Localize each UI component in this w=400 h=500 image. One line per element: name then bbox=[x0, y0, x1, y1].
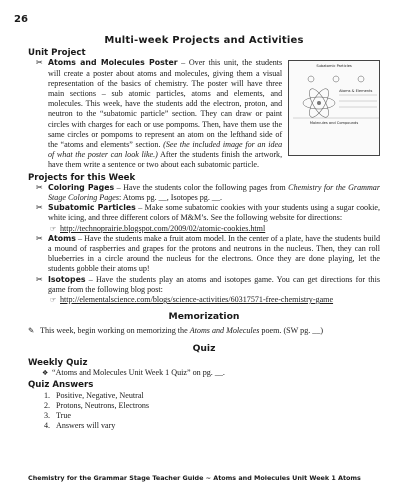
list-item bbox=[44, 421, 380, 431]
scissors-icon: ✂ bbox=[36, 58, 43, 68]
scissors-icon: ✂ bbox=[36, 203, 43, 213]
answer-text: Answers will vary bbox=[56, 421, 116, 431]
poster-section-subatomic: Subatomic Particles bbox=[316, 64, 352, 69]
memorization-heading: Memorization bbox=[168, 311, 240, 323]
project-label: Atoms bbox=[48, 233, 76, 243]
answer-text: True bbox=[56, 410, 71, 420]
weekly-quiz-text: “Atoms and Molecules Unit Week 1 Quiz” on pg. __. bbox=[52, 368, 225, 378]
unit-project-heading: Unit Project bbox=[28, 48, 86, 59]
quiz-answers-list bbox=[28, 391, 380, 432]
poster-example-image bbox=[288, 60, 380, 156]
project-item-coloring bbox=[28, 183, 380, 203]
poster-section-molecules: Molecules and Compounds bbox=[309, 121, 359, 126]
answer-number: 4. bbox=[44, 421, 51, 431]
memorization-row bbox=[28, 326, 380, 336]
answer-number: 3. bbox=[44, 410, 51, 420]
unit-project-italic: (See the included image for an idea of what the poster can look like.) bbox=[48, 140, 283, 160]
diamond-bullet-icon: ❖ bbox=[42, 369, 49, 378]
weekly-quiz-heading: Weekly Quiz bbox=[28, 357, 88, 368]
answer-number: 2. bbox=[44, 400, 51, 410]
poster-section-atoms: Atoms & Elements bbox=[339, 89, 373, 94]
project-label: Coloring Pages bbox=[48, 182, 115, 192]
memorization-body-end: poem. (SW pg. __) bbox=[259, 326, 324, 336]
isotopes-game-link[interactable]: http://elementalscience.com/blogs/science-activities/60317571-free-chemistry-game bbox=[60, 295, 334, 305]
scissors-icon: ✂ bbox=[36, 182, 43, 192]
page-footer: Chemistry for the Grammar Stage Teacher Guide ~ Atoms and Molecules Unit Week 1 Atoms bbox=[28, 474, 361, 482]
project-item-isotopes bbox=[28, 275, 380, 295]
project-item-atoms bbox=[28, 234, 380, 275]
scissors-icon: ✂ bbox=[36, 274, 43, 284]
scissors-icon: ✂ bbox=[36, 233, 43, 243]
list-item bbox=[44, 411, 380, 421]
project-label: Isotopes bbox=[48, 274, 86, 284]
answer-text: Protons, Neutrons, Electrons bbox=[56, 400, 150, 410]
unit-project-paragraph bbox=[48, 58, 282, 170]
weekly-quiz-item bbox=[28, 368, 380, 378]
project-body: – Have the students play an atoms and isotopes game. You can get directions for this game from the following blog post: bbox=[48, 274, 380, 294]
project-item-text bbox=[48, 203, 380, 223]
projects-heading: Projects for this Week bbox=[28, 172, 136, 183]
project-body: – Make some subatomic cookies with your students using a sugar cookie, white icing, and three different colors of M&M’s. See the following website for directions: bbox=[48, 203, 380, 223]
project-item-text bbox=[48, 234, 380, 275]
project-body: – Have the students color the following pages from bbox=[114, 182, 289, 192]
quiz-heading: Quiz bbox=[192, 342, 216, 354]
unit-project-body: – Over this unit, the students will create a poster about atoms and molecules, giving them a visual representation of the basics of chemistry. The poster will have three main sections – sub atomic particles, atoms and elements, and molecules. This week, have the students add the electron, proton, and neutron to the “subatomic particle” section. They can draw or paint circles with charges for each or use pompoms. Then, have them use the same circles or pompoms to represent an atom on the lefthand side of the “atoms and elements” section. bbox=[48, 58, 283, 150]
atom-diagram-icon bbox=[289, 61, 383, 157]
pencil-icon: ✎ bbox=[28, 326, 35, 336]
unit-project-block bbox=[28, 58, 380, 170]
page-content bbox=[28, 36, 380, 431]
project-label: Subatomic Particles bbox=[48, 203, 136, 213]
page-number: 26 bbox=[14, 14, 28, 25]
list-item bbox=[44, 391, 380, 401]
memorization-body: This week, begin working on memorizing the bbox=[40, 326, 190, 336]
project-item-text bbox=[48, 275, 380, 295]
project-italic: Chemistry for the Grammar Stage Coloring Pages bbox=[48, 182, 380, 203]
isotopes-link-row bbox=[28, 295, 380, 305]
list-item bbox=[44, 401, 380, 411]
memorization-text bbox=[40, 326, 323, 336]
unit-project-text bbox=[36, 58, 282, 170]
project-body-end: : Atoms pg. __, Isotopes pg. __. bbox=[119, 193, 223, 203]
memorization-italic: Atoms and Molecules bbox=[189, 326, 260, 336]
quiz-answers-heading: Quiz Answers bbox=[28, 380, 94, 391]
project-body: – Have the students make a fruit atom model. In the center of a plate, have the students build a mound of raspberries and grapes for the protons and neutrons in the nucleus. Then, they can roll blueberries in a circle around the nucleus for the electrons. Once they are done playing, let the students gobble their atoms up! bbox=[48, 233, 380, 274]
answer-text: Positive, Negative, Neutral bbox=[56, 390, 144, 400]
subatomic-link-row bbox=[28, 224, 380, 234]
subatomic-cookies-link[interactable]: http://technoprairie.blogspot.com/2009/02/atomic-cookies.html bbox=[60, 223, 266, 233]
page-title: Multi-week Projects and Activities bbox=[104, 35, 304, 46]
unit-project-body-end: After the students finish the artwork, have them write a sentence or two about each subatomic particle. bbox=[48, 150, 283, 170]
project-item-text bbox=[48, 183, 380, 203]
hand-pointer-icon: ☞ bbox=[50, 296, 57, 305]
unit-project-label: Atoms and Molecules Poster bbox=[48, 58, 178, 68]
hand-pointer-icon: ☞ bbox=[50, 224, 57, 233]
project-item-subatomic bbox=[28, 203, 380, 223]
answer-number: 1. bbox=[44, 390, 51, 400]
